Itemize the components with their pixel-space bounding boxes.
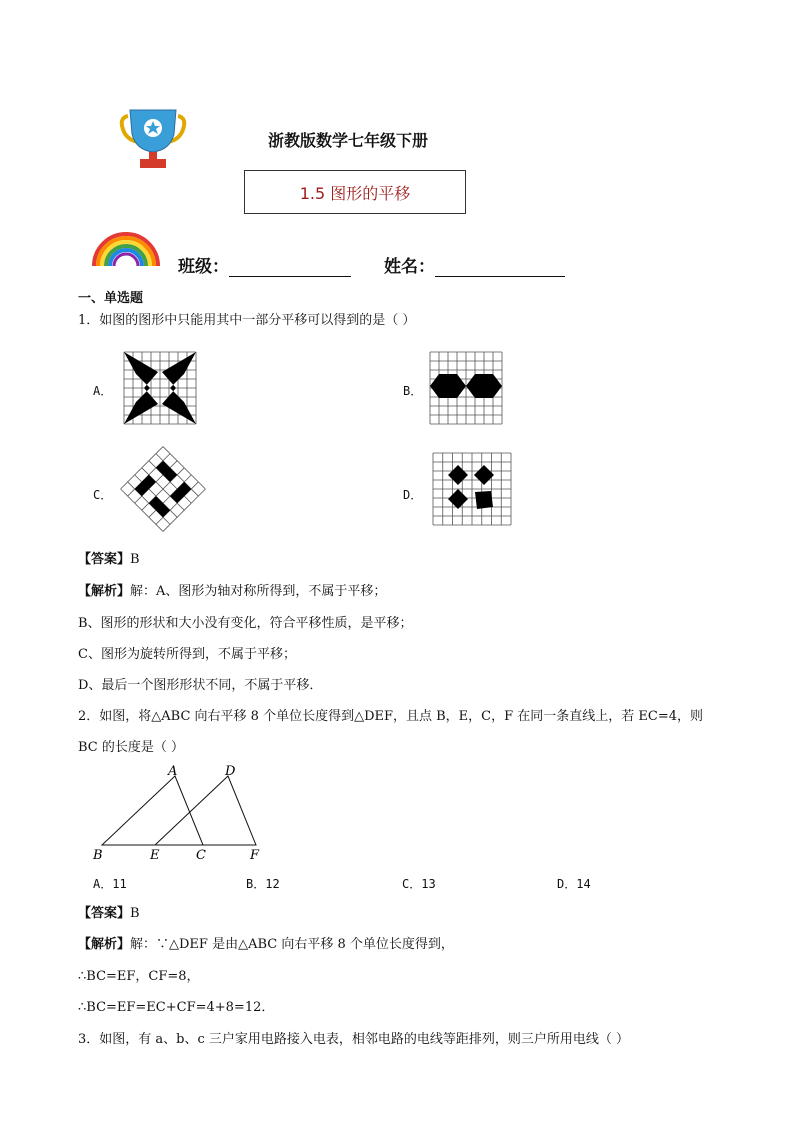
point-f-label: F	[250, 848, 260, 863]
q1-option-a-figure	[124, 352, 196, 424]
q2-option-c: C．13	[402, 877, 436, 891]
q2-answer-tag: 【答案】	[78, 906, 131, 921]
name-label: 姓名：	[384, 257, 435, 277]
q1-option-a-label: A．	[93, 384, 113, 398]
q2-stem-line1: 2．如图，将△ABC 向右平移 8 个单位长度得到△DEF，且点 B，E，C，F 在同一条直线上，若 EC=4，则	[78, 709, 704, 724]
textbook-title: 浙教版数学七年级下册	[267, 131, 428, 150]
rainbow-logo	[90, 226, 162, 268]
q2-option-d: D．14	[557, 877, 591, 891]
section-title: 一、单选题	[78, 291, 144, 306]
q1-option-d-label: D．	[403, 488, 423, 502]
class-blank[interactable]	[229, 258, 351, 277]
point-c-label: C	[196, 848, 206, 863]
q2-answer	[78, 905, 140, 923]
q1-option-c-label: C．	[93, 488, 113, 502]
q1-option-d-figure	[433, 453, 511, 525]
name-field	[384, 252, 565, 277]
point-a-label: A	[168, 764, 178, 779]
q2-analysis-line: 解：∵△DEF 是由△ABC 向右平移 8 个单位长度得到，	[130, 937, 454, 952]
point-b-label: B	[93, 848, 103, 863]
q2-triangle-figure	[90, 762, 265, 862]
name-blank[interactable]	[435, 258, 565, 277]
q2-analysis-line: ∴BC=EF，CF=8，	[78, 969, 200, 984]
q1-analysis-tag: 【解析】	[78, 584, 131, 599]
q2-option-a: A．11	[93, 877, 127, 891]
q2-stem-line2: BC 的长度是（ ）	[78, 740, 185, 755]
q2-answer-value: B	[130, 906, 140, 921]
point-e-label: E	[150, 848, 160, 863]
class-label: 班级：	[178, 257, 229, 277]
q1-stem: 1．如图的图形中只能用其中一部分平移可以得到的是（ ）	[78, 313, 416, 328]
q2-analysis-line: ∴BC=EF=EC+CF=4+8=12．	[78, 1000, 275, 1015]
q1-answer-tag: 【答案】	[78, 552, 131, 567]
q1-answer	[78, 551, 140, 569]
q3-stem: 3．如图，有 a、b、c 三户家用电路接入电表，相邻电路的电线等距排列，则三户所用电线（ ）	[78, 1032, 630, 1047]
q2-analysis	[78, 936, 454, 954]
q1-option-b-label: B．	[403, 384, 423, 398]
q1-analysis	[78, 583, 386, 601]
class-field	[178, 252, 351, 277]
q1-analysis-line: C、图形为旋转所得到，不属于平移；	[78, 647, 296, 662]
q1-analysis-line: D、最后一个图形形状不同，不属于平移．	[78, 678, 323, 693]
q2-option-b: B．12	[246, 877, 280, 891]
point-d-label: D	[225, 764, 236, 779]
q1-analysis-line: B、图形的形状和大小没有变化，符合平移性质，是平移；	[78, 616, 413, 631]
q2-analysis-tag: 【解析】	[78, 937, 131, 952]
q1-option-b-figure	[430, 352, 502, 424]
q1-analysis-line: 解：A、图形为轴对称所得到，不属于平移；	[130, 584, 387, 599]
q1-answer-value: B	[130, 552, 140, 567]
q1-option-c-figure	[120, 446, 206, 532]
lesson-title: 1.5 图形的平移	[244, 170, 466, 214]
